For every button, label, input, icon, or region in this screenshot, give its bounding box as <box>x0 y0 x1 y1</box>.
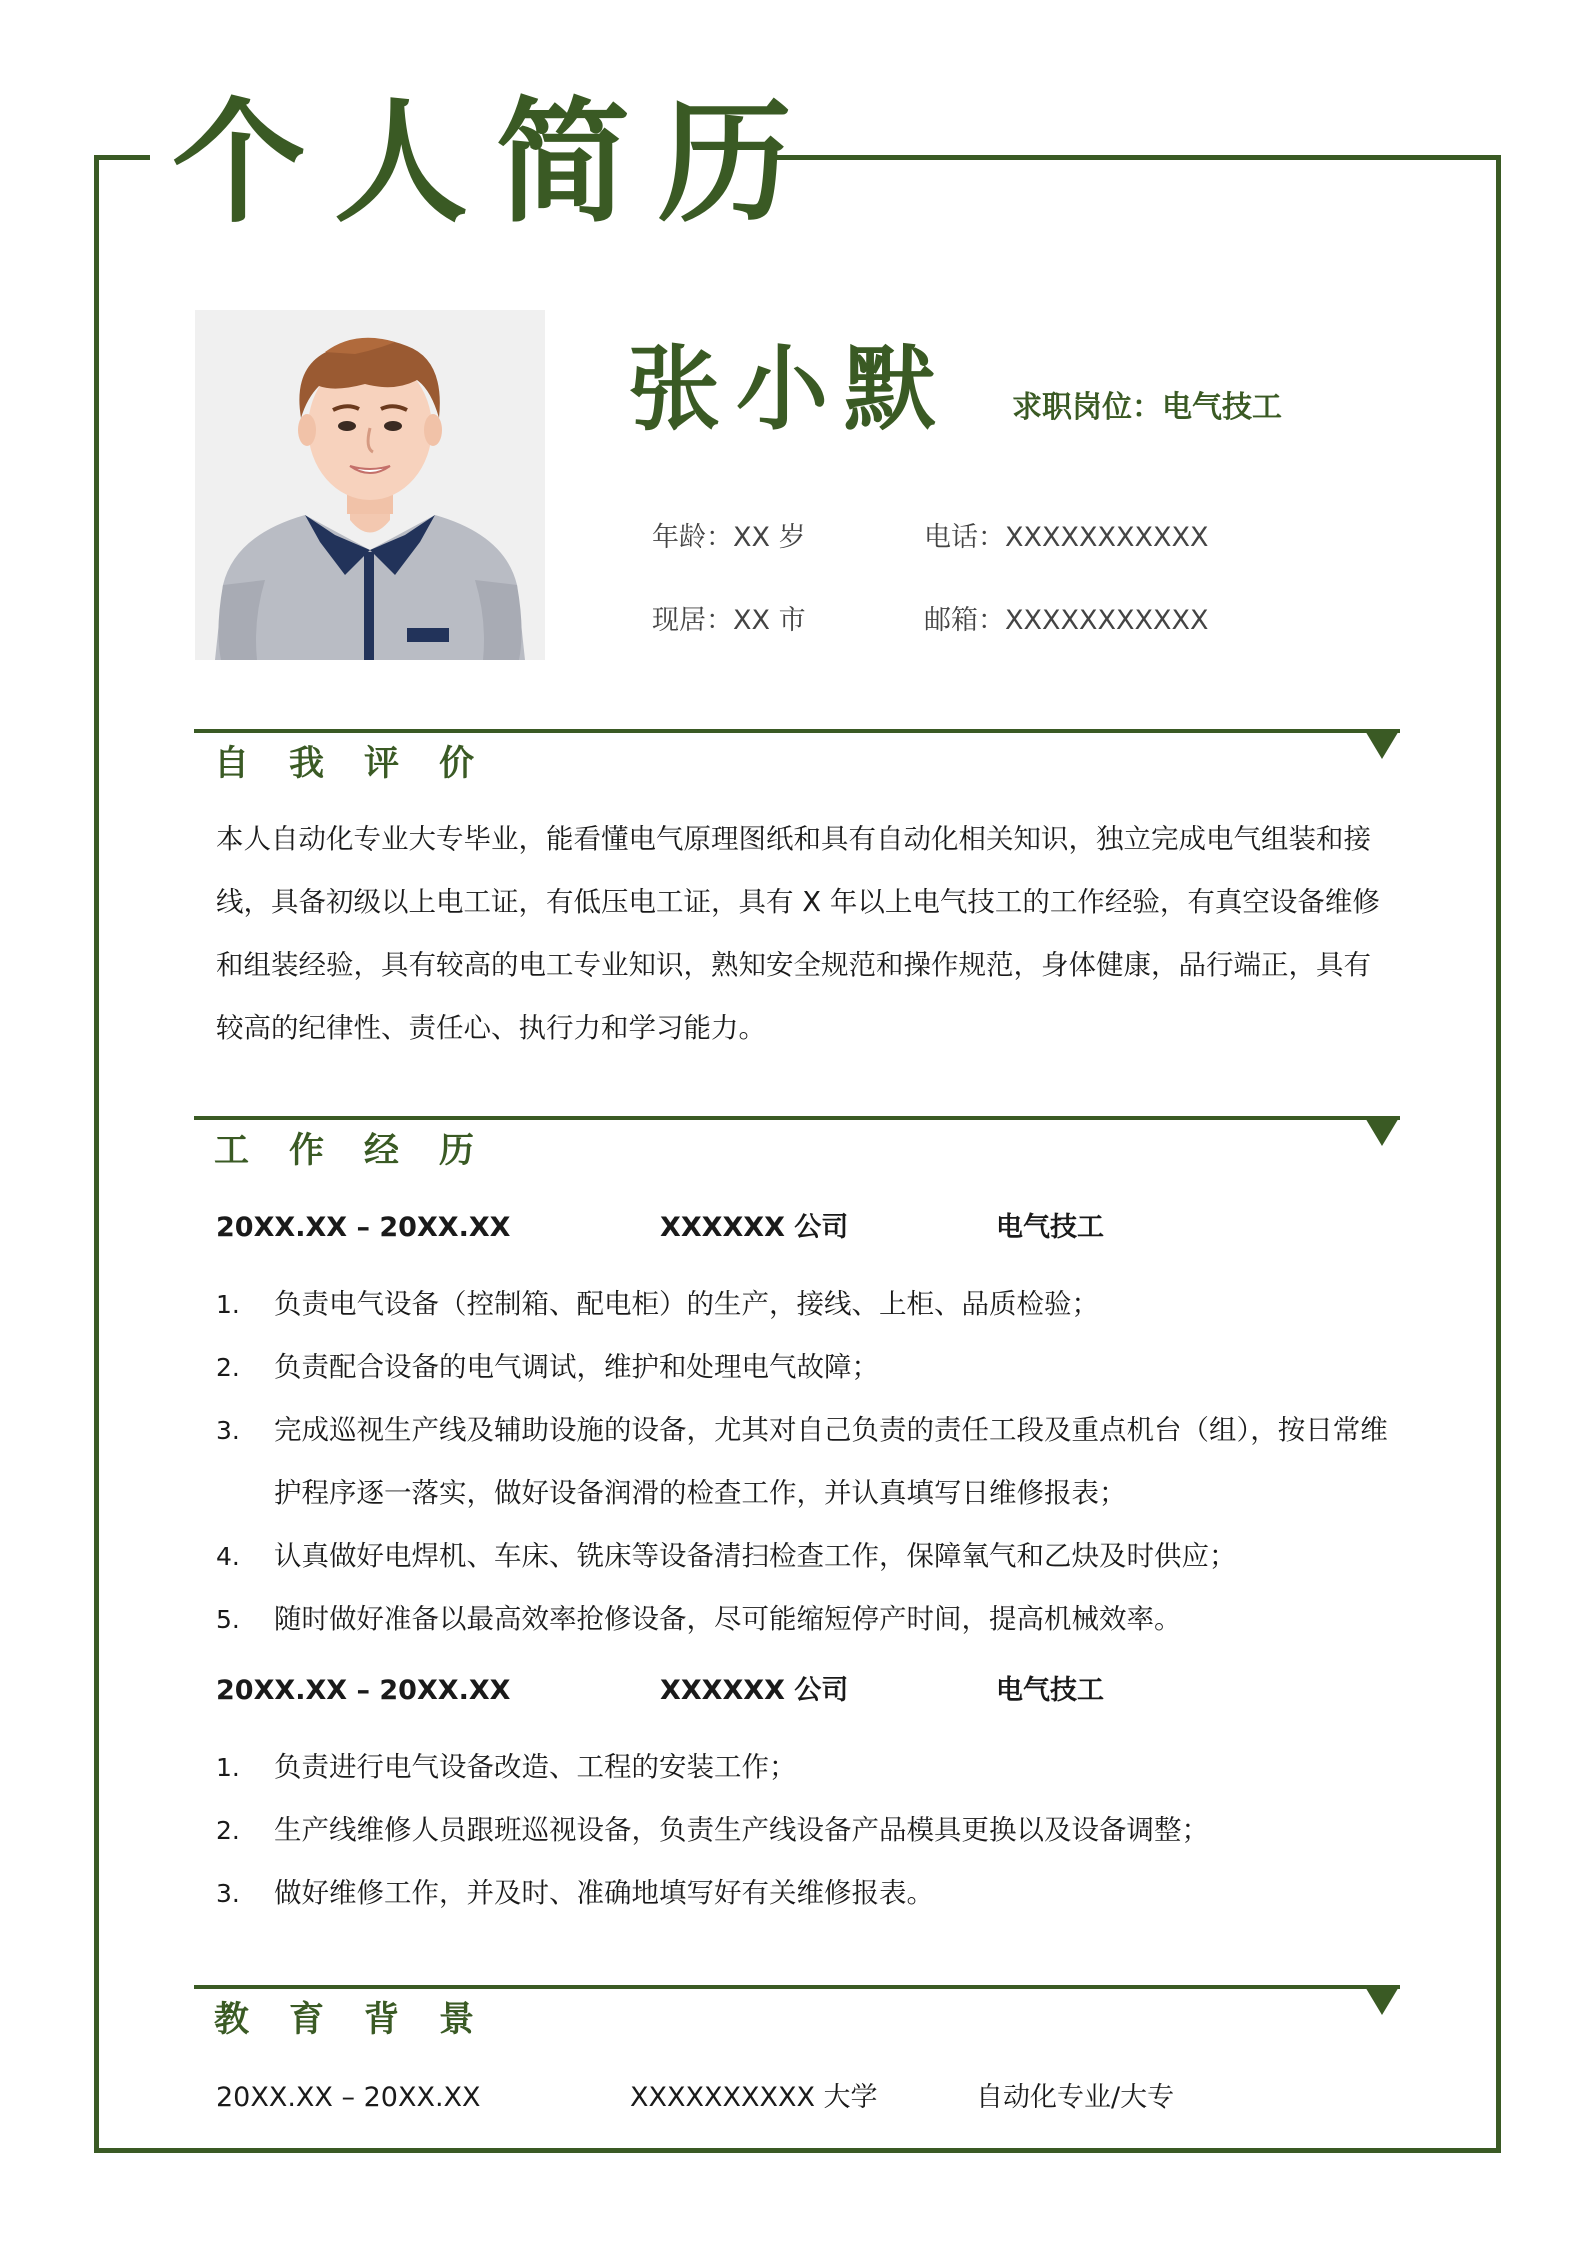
job-header <box>216 1208 1396 1248</box>
duty-text: 负责电气设备（控制箱、配电柜）的生产，接线、上柜、品质检验； <box>274 1288 1099 1320</box>
list-item <box>216 1525 1396 1588</box>
list-item <box>216 1588 1396 1651</box>
list-item <box>216 1736 1396 1799</box>
section-header-self-evaluation <box>194 729 1400 789</box>
candidate-name: 张小默 <box>628 336 953 443</box>
email-info: 邮箱：XXXXXXXXXXX <box>924 605 1209 636</box>
duty-text: 做好维修工作，并及时、准确地填写好有关维修报表。 <box>274 1877 934 1909</box>
section-title: 工作经历 <box>214 1131 515 1171</box>
list-number: 2. <box>216 1353 240 1382</box>
age-info: 年龄：XX 岁 <box>652 522 806 553</box>
triangle-marker-icon <box>1364 729 1400 759</box>
section-header-work-experience <box>194 1116 1400 1176</box>
duty-text: 认真做好电焊机、车床、铣床等设备清扫检查工作，保障氧气和乙炔及时供应； <box>274 1540 1237 1572</box>
job-duties-list <box>216 1736 1396 1925</box>
job-target: 求职岗位：电气技工 <box>1012 390 1282 425</box>
list-item <box>216 1273 1396 1336</box>
section-divider <box>194 1985 1400 1989</box>
phone-info: 电话：XXXXXXXXXXX <box>924 522 1209 553</box>
job-period: 20XX.XX – 20XX.XX <box>216 1675 511 1706</box>
section-divider <box>194 729 1400 733</box>
section-title: 自我评价 <box>214 744 515 784</box>
duty-text: 生产线维修人员跟班巡视设备，负责生产线设备产品模具更换以及设备调整； <box>274 1814 1209 1846</box>
job-position: 电气技工 <box>996 1675 1104 1706</box>
list-number: 3. <box>216 1416 240 1445</box>
education-row <box>216 2078 1396 2118</box>
section-title: 教育背景 <box>214 2000 515 2040</box>
job-position: 电气技工 <box>996 1212 1104 1243</box>
list-item <box>216 1399 1396 1525</box>
list-number: 1. <box>216 1290 240 1319</box>
list-number: 5. <box>216 1605 240 1634</box>
education-major: 自动化专业/大专 <box>976 2082 1175 2113</box>
self-evaluation-text: 本人自动化专业大专毕业，能看懂电气原理图纸和具有自动化相关知识，独立完成电气组装和接线，具备初级以上电工证，有低压电工证，具有 X 年以上电气技工的工作经验，有真空设备维修和组装经验，具有较高的电工专业知识，熟知安全规范和操作规范，身体健康，品行端正，具有较高的纪律性、责任心、执行力和学习能力。 <box>216 823 1380 1044</box>
list-number: 3. <box>216 1879 240 1908</box>
duty-text: 负责进行电气设备改造、工程的安装工作； <box>274 1751 797 1783</box>
job-company: XXXXXX 公司 <box>660 1212 849 1243</box>
triangle-marker-icon <box>1364 1985 1400 2015</box>
section-header-education <box>194 1985 1400 2045</box>
page-title: 个人简历 <box>172 85 821 241</box>
job-company: XXXXXX 公司 <box>660 1675 849 1706</box>
list-item <box>216 1799 1396 1862</box>
city-info: 现居：XX 市 <box>652 605 806 636</box>
job-duties-list <box>216 1273 1396 1651</box>
list-number: 1. <box>216 1753 240 1782</box>
job-period: 20XX.XX – 20XX.XX <box>216 1212 511 1243</box>
duty-text: 完成巡视生产线及辅助设施的设备，尤其对自己负责的责任工段及重点机台（组），按日常维护程序逐一落实，做好设备润滑的检查工作，并认真填写日维修报表； <box>274 1414 1388 1509</box>
list-number: 2. <box>216 1816 240 1845</box>
avatar-illustration <box>195 310 545 660</box>
list-item <box>216 1336 1396 1399</box>
list-item <box>216 1862 1396 1925</box>
section-divider <box>194 1116 1400 1120</box>
triangle-marker-icon <box>1364 1116 1400 1146</box>
duty-text: 随时做好准备以最高效率抢修设备，尽可能缩短停产时间，提高机械效率。 <box>274 1603 1182 1635</box>
duty-text: 负责配合设备的电气调试，维护和处理电气故障； <box>274 1351 879 1383</box>
list-number: 4. <box>216 1542 240 1571</box>
profile-photo <box>195 310 545 660</box>
job-header <box>216 1671 1396 1711</box>
education-period: 20XX.XX – 20XX.XX <box>216 2082 481 2113</box>
education-school: XXXXXXXXXX 大学 <box>630 2082 878 2113</box>
